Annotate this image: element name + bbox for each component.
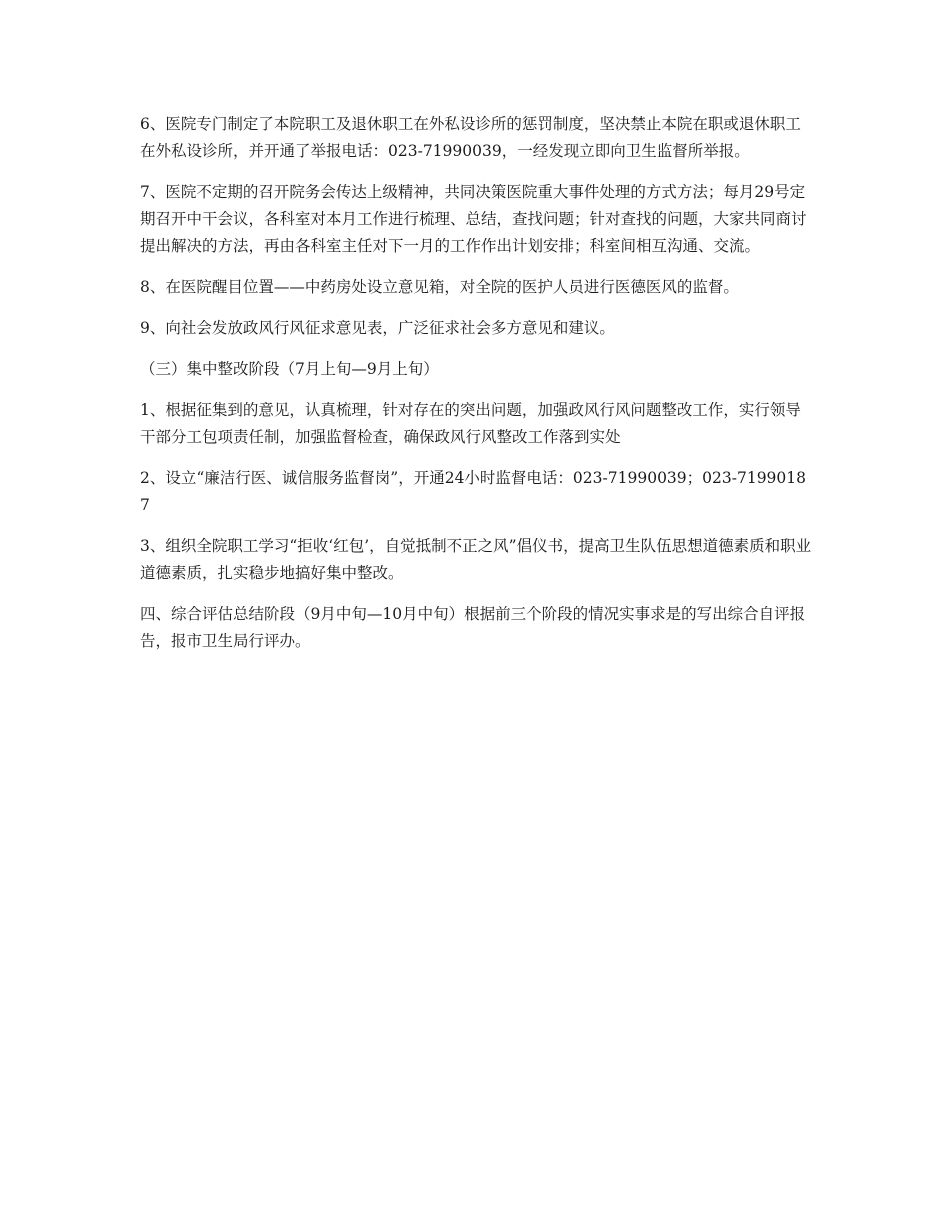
section-heading-stage-3: （三）集中整改阶段（7月上旬—9月上旬） [140,360,439,378]
paragraph-item-8: 8、在医院醒目位置——中药房处设立意见箱，对全院的医护人员进行医德医风的监督。 [140,278,739,296]
paragraph-item-9: 9、向社会发放政风行风征求意见表，广泛征求社会多方意见和建议。 [140,319,615,337]
section-stage-4: 四、综合评估总结阶段（9月中旬—10月中旬）根据前三个阶段的情况实事求是的写出综合自评报告，报市卫生局行评办。 [140,605,806,650]
paragraph-stage3-item-2: 2、设立“廉洁行医、诚信服务监督岗”，开通24小时监督电话：023-71990039；023-71990187 [140,469,807,514]
paragraph-item-6: 6、医院专门制定了本院职工及退休职工在外私设诊所的惩罚制度，坚决禁止本院在职或退休职工在外私设诊所，并开通了举报电话：023-71990039，一经发现立即向卫生监督所举报。 [140,115,801,160]
paragraph-stage3-item-1: 1、根据征集到的意见，认真梳理，针对存在的突出问题，加强政风行风问题整改工作，实行领导干部分工包项责任制，加强监督检查，确保政风行风整改工作落到实处 [140,401,801,446]
paragraph-item-7: 7、医院不定期的召开院务会传达上级精神，共同决策医院重大事件处理的方式方法；每月29号定期召开中干会议，各科室对本月工作进行梳理、总结，查找问题；针对查找的问题，大家共同商讨提出解决的方法，再由各科室主任对下一月的工作作出计划安排；科室间相互沟通、交流。 [140,183,807,255]
paragraph-stage3-item-3: 3、组织全院职工学习“拒收‘红包’，自觉抵制不正之风”倡仪书，提高卫生队伍思想道德素质和职业道德素质，扎实稳步地搞好集中整改。 [140,537,812,582]
document-body [140,111,812,669]
